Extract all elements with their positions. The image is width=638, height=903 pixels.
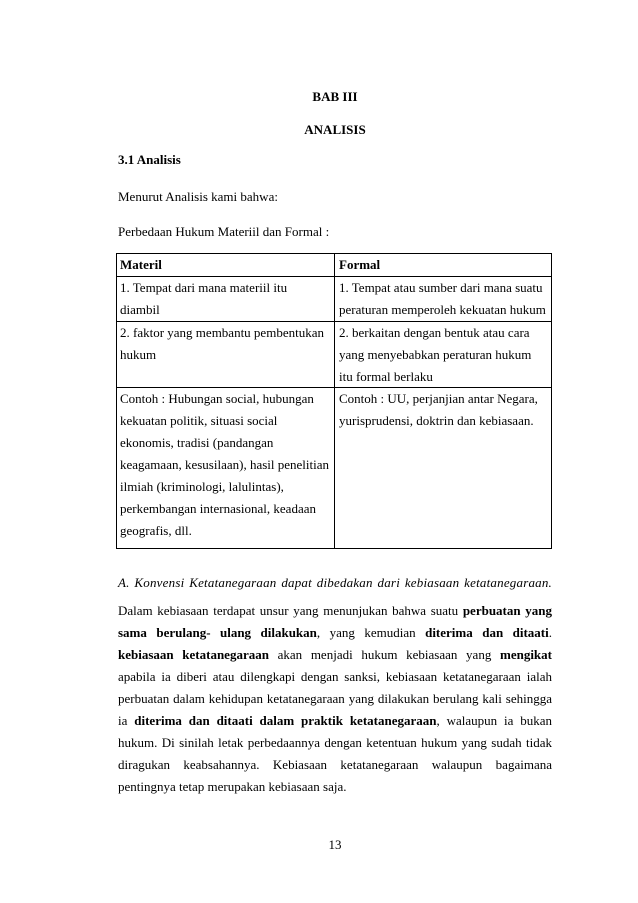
section-title: 3.1 Analisis <box>118 152 181 167</box>
bold-phrase: mengikat <box>499 647 552 662</box>
text-run: hukum. Di sinilah letak perbedaannya dengan ketentuan hukum yang sudah tidak <box>118 735 552 750</box>
paragraph-heading: A. Konvensi Ketatanegaraan dapat dibedakan dari kebiasaan ketatanegaraan. <box>118 575 552 590</box>
paragraph-line <box>118 732 552 754</box>
cell-line: kekuatan politik, situasi social <box>120 413 278 428</box>
bold-phrase: sama berulang- ulang dilakukan <box>118 625 317 640</box>
text-run: . <box>548 625 552 640</box>
cell-line: yurisprudensi, doktrin dan kebiasaan. <box>339 413 534 428</box>
text-run: , walaupun ia bukan <box>436 713 552 728</box>
table-cell-formal <box>335 388 552 549</box>
text-run: akan menjadi hukum kebiasaan yang <box>268 647 500 662</box>
text-run: ia <box>118 713 135 728</box>
paragraph-line <box>118 776 552 798</box>
cell-line: 2. berkaitan dengan bentuk atau cara <box>339 325 530 340</box>
cell-line: Contoh : UU, perjanjian antar Negara, <box>339 391 538 406</box>
paragraph-line <box>118 710 552 732</box>
table-caption: Perbedaan Hukum Materiil dan Formal : <box>118 224 330 239</box>
cell-line: itu formal berlaku <box>339 369 433 384</box>
paragraph-line <box>118 666 552 688</box>
bold-phrase: diterima dan ditaati <box>425 625 549 640</box>
cell-line: Contoh : Hubungan social, hubungan <box>120 391 314 406</box>
cell-line: peraturan memperoleh kekuatan hukum <box>339 302 546 317</box>
table-cell-materil <box>117 322 335 388</box>
cell-line: 1. Tempat atau sumber dari mana suatu <box>339 280 543 295</box>
bold-phrase: kebiasaan ketatanegaraan <box>118 647 269 662</box>
chapter-title: ANALISIS <box>304 122 366 137</box>
page-number: 13 <box>328 837 342 852</box>
paragraph-line <box>118 600 552 622</box>
paragraph-line <box>118 644 552 666</box>
table-cell-formal <box>335 277 552 322</box>
paragraph-line <box>118 688 552 710</box>
cell-line: ilmiah (kriminologi, lalulintas), <box>120 479 284 494</box>
cell-line: yang menyebabkan peraturan hukum <box>339 347 532 362</box>
text-run: , yang kemudian <box>316 625 426 640</box>
convention-paragraph <box>118 572 552 798</box>
cell-line: geografis, dll. <box>120 523 192 538</box>
table-cell-formal <box>335 322 552 388</box>
cell-line: hukum <box>120 347 157 362</box>
intro-line: Menurut Analisis kami bahwa: <box>118 189 278 204</box>
text-run: apabila ia diberi atau dilengkapi dengan sanksi, kebiasaan ketatanegaraan ialah <box>118 669 552 684</box>
cell-line: 1. Tempat dari mana materiil itu <box>120 280 288 295</box>
cell-line: diambil <box>120 302 160 317</box>
table-header-materil: Materil <box>117 254 335 277</box>
text-run: perbuatan dalam kehidupan ketatanegaraan yang dilakukan berulang kali sehingga <box>118 691 552 706</box>
paragraph-line <box>118 622 552 644</box>
cell-line: keagamaan, kesusilaan), hasil penelitian <box>120 457 330 472</box>
text-run: diragukan keabsahannya. Kebiasaan ketatanegaraan walaupun bagaimana <box>118 757 552 772</box>
chapter-number: BAB III <box>312 89 358 104</box>
cell-line: ekonomis, tradisi (pandangan <box>120 435 274 450</box>
cell-line: 2. faktor yang membantu pembentukan <box>120 325 324 340</box>
bold-phrase: perbuatan yang <box>462 603 552 618</box>
text-run: Dalam kebiasaan terdapat unsur yang menunjukan bahwa suatu <box>118 603 463 618</box>
paragraph-line <box>118 754 552 776</box>
table-cell-materil <box>117 388 335 549</box>
comparison-table <box>116 253 552 549</box>
table-header-formal: Formal <box>335 254 552 277</box>
cell-line: perkembangan internasional, keadaan <box>120 501 316 516</box>
bold-phrase: diterima dan ditaati dalam praktik ketatanegaraan <box>134 713 437 728</box>
table-cell-materil <box>117 277 335 322</box>
text-run: pentingnya tetap merupakan kebiasaan saja. <box>118 779 347 794</box>
